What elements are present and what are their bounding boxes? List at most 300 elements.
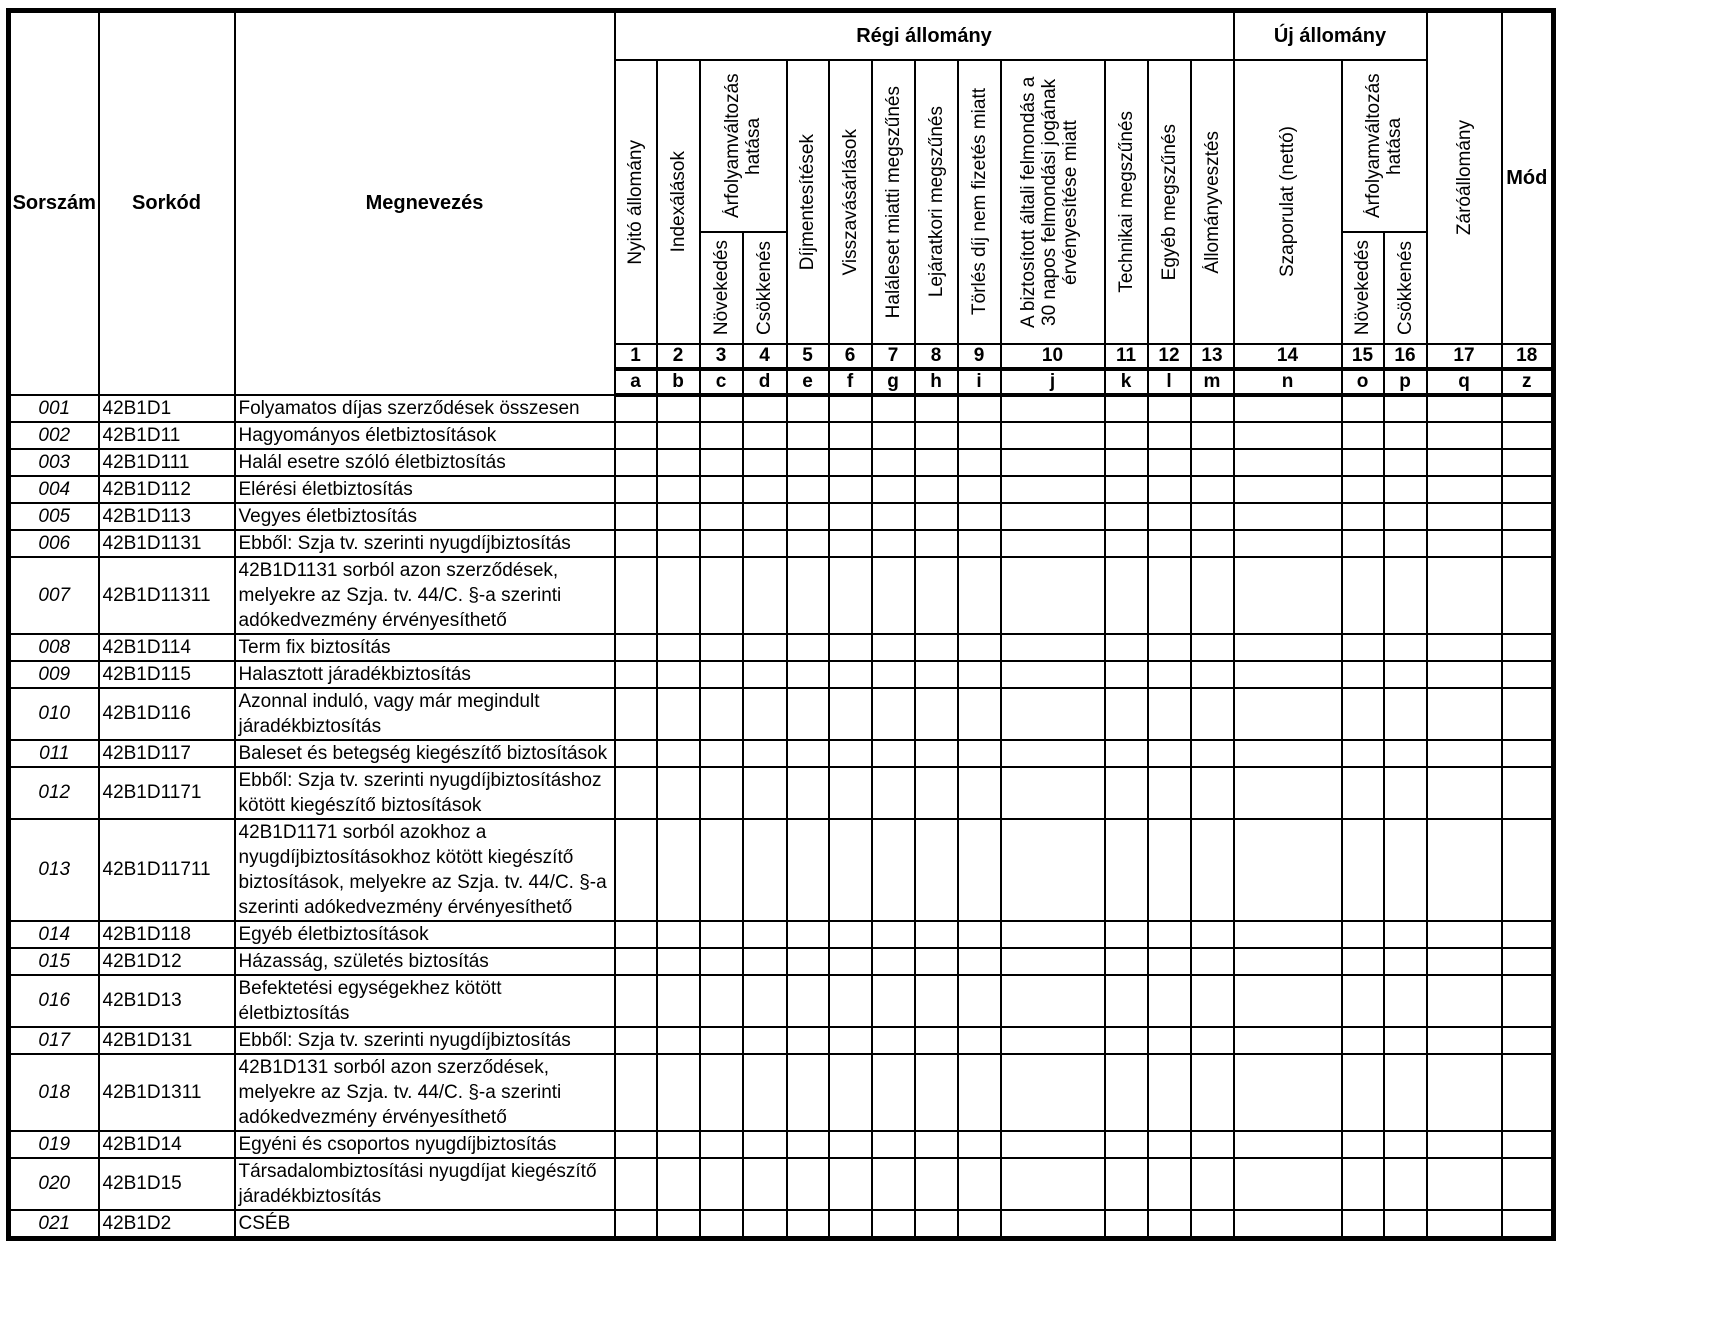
data-cell-col-14[interactable] <box>1234 819 1342 921</box>
data-cell-col-3[interactable] <box>700 1158 743 1210</box>
data-cell-col-8[interactable] <box>915 634 958 661</box>
data-cell-col-12[interactable] <box>1148 449 1191 476</box>
data-cell-col-1[interactable] <box>615 634 657 661</box>
data-cell-col-14[interactable] <box>1234 634 1342 661</box>
data-cell-col-3[interactable] <box>700 476 743 503</box>
data-cell-col-13[interactable] <box>1191 422 1234 449</box>
data-cell-col-18[interactable] <box>1502 1158 1554 1210</box>
data-cell-col-4[interactable] <box>743 530 787 557</box>
data-cell-col-1[interactable] <box>615 395 657 422</box>
data-cell-col-10[interactable] <box>1001 422 1105 449</box>
data-cell-col-3[interactable] <box>700 819 743 921</box>
data-cell-col-11[interactable] <box>1105 1054 1148 1131</box>
data-cell-col-3[interactable] <box>700 1131 743 1158</box>
data-cell-col-16[interactable] <box>1384 661 1427 688</box>
data-cell-col-8[interactable] <box>915 740 958 767</box>
data-cell-col-1[interactable] <box>615 449 657 476</box>
data-cell-col-10[interactable] <box>1001 530 1105 557</box>
data-cell-col-11[interactable] <box>1105 1158 1148 1210</box>
data-cell-col-12[interactable] <box>1148 767 1191 819</box>
data-cell-col-7[interactable] <box>872 767 915 819</box>
data-cell-col-5[interactable] <box>787 395 829 422</box>
data-cell-col-7[interactable] <box>872 921 915 948</box>
data-cell-col-15[interactable] <box>1342 688 1384 740</box>
data-cell-col-12[interactable] <box>1148 740 1191 767</box>
data-cell-col-13[interactable] <box>1191 503 1234 530</box>
data-cell-col-6[interactable] <box>829 503 872 530</box>
data-cell-col-8[interactable] <box>915 422 958 449</box>
data-cell-col-3[interactable] <box>700 395 743 422</box>
data-cell-col-8[interactable] <box>915 1210 958 1239</box>
data-cell-col-5[interactable] <box>787 1054 829 1131</box>
data-cell-col-9[interactable] <box>958 1027 1001 1054</box>
data-cell-col-13[interactable] <box>1191 767 1234 819</box>
data-cell-col-6[interactable] <box>829 557 872 634</box>
data-cell-col-6[interactable] <box>829 1158 872 1210</box>
data-cell-col-15[interactable] <box>1342 557 1384 634</box>
data-cell-col-7[interactable] <box>872 688 915 740</box>
data-cell-col-14[interactable] <box>1234 503 1342 530</box>
data-cell-col-17[interactable] <box>1427 688 1502 740</box>
data-cell-col-13[interactable] <box>1191 557 1234 634</box>
data-cell-col-6[interactable] <box>829 1054 872 1131</box>
data-cell-col-12[interactable] <box>1148 395 1191 422</box>
data-cell-col-8[interactable] <box>915 767 958 819</box>
data-cell-col-12[interactable] <box>1148 921 1191 948</box>
data-cell-col-13[interactable] <box>1191 530 1234 557</box>
data-cell-col-4[interactable] <box>743 1158 787 1210</box>
data-cell-col-10[interactable] <box>1001 395 1105 422</box>
data-cell-col-18[interactable] <box>1502 767 1554 819</box>
data-cell-col-7[interactable] <box>872 975 915 1027</box>
data-cell-col-5[interactable] <box>787 1027 829 1054</box>
data-cell-col-16[interactable] <box>1384 1210 1427 1239</box>
data-cell-col-4[interactable] <box>743 1054 787 1131</box>
data-cell-col-11[interactable] <box>1105 422 1148 449</box>
data-cell-col-16[interactable] <box>1384 1054 1427 1131</box>
data-cell-col-8[interactable] <box>915 975 958 1027</box>
data-cell-col-6[interactable] <box>829 661 872 688</box>
data-cell-col-12[interactable] <box>1148 422 1191 449</box>
data-cell-col-11[interactable] <box>1105 1131 1148 1158</box>
data-cell-col-12[interactable] <box>1148 1158 1191 1210</box>
data-cell-col-16[interactable] <box>1384 449 1427 476</box>
data-cell-col-6[interactable] <box>829 1027 872 1054</box>
data-cell-col-4[interactable] <box>743 688 787 740</box>
data-cell-col-12[interactable] <box>1148 819 1191 921</box>
data-cell-col-15[interactable] <box>1342 1158 1384 1210</box>
data-cell-col-17[interactable] <box>1427 1054 1502 1131</box>
data-cell-col-7[interactable] <box>872 1131 915 1158</box>
data-cell-col-16[interactable] <box>1384 740 1427 767</box>
data-cell-col-3[interactable] <box>700 557 743 634</box>
data-cell-col-13[interactable] <box>1191 1158 1234 1210</box>
data-cell-col-5[interactable] <box>787 503 829 530</box>
data-cell-col-2[interactable] <box>657 1158 700 1210</box>
data-cell-col-7[interactable] <box>872 740 915 767</box>
data-cell-col-18[interactable] <box>1502 422 1554 449</box>
data-cell-col-16[interactable] <box>1384 688 1427 740</box>
data-cell-col-1[interactable] <box>615 1054 657 1131</box>
data-cell-col-5[interactable] <box>787 767 829 819</box>
data-cell-col-2[interactable] <box>657 688 700 740</box>
data-cell-col-12[interactable] <box>1148 948 1191 975</box>
data-cell-col-3[interactable] <box>700 975 743 1027</box>
data-cell-col-17[interactable] <box>1427 1158 1502 1210</box>
data-cell-col-13[interactable] <box>1191 1027 1234 1054</box>
data-cell-col-10[interactable] <box>1001 1027 1105 1054</box>
data-cell-col-2[interactable] <box>657 767 700 819</box>
data-cell-col-1[interactable] <box>615 476 657 503</box>
data-cell-col-16[interactable] <box>1384 975 1427 1027</box>
data-cell-col-7[interactable] <box>872 1027 915 1054</box>
data-cell-col-2[interactable] <box>657 1210 700 1239</box>
data-cell-col-3[interactable] <box>700 422 743 449</box>
data-cell-col-13[interactable] <box>1191 975 1234 1027</box>
data-cell-col-1[interactable] <box>615 530 657 557</box>
data-cell-col-5[interactable] <box>787 1158 829 1210</box>
data-cell-col-14[interactable] <box>1234 1054 1342 1131</box>
data-cell-col-13[interactable] <box>1191 819 1234 921</box>
data-cell-col-17[interactable] <box>1427 476 1502 503</box>
data-cell-col-15[interactable] <box>1342 422 1384 449</box>
data-cell-col-5[interactable] <box>787 975 829 1027</box>
data-cell-col-6[interactable] <box>829 476 872 503</box>
data-cell-col-14[interactable] <box>1234 1210 1342 1239</box>
data-cell-col-11[interactable] <box>1105 921 1148 948</box>
data-cell-col-18[interactable] <box>1502 503 1554 530</box>
data-cell-col-18[interactable] <box>1502 476 1554 503</box>
data-cell-col-13[interactable] <box>1191 1131 1234 1158</box>
data-cell-col-11[interactable] <box>1105 688 1148 740</box>
data-cell-col-6[interactable] <box>829 1210 872 1239</box>
data-cell-col-2[interactable] <box>657 395 700 422</box>
data-cell-col-18[interactable] <box>1502 530 1554 557</box>
data-cell-col-6[interactable] <box>829 975 872 1027</box>
data-cell-col-13[interactable] <box>1191 476 1234 503</box>
data-cell-col-5[interactable] <box>787 1210 829 1239</box>
data-cell-col-4[interactable] <box>743 1131 787 1158</box>
data-cell-col-14[interactable] <box>1234 975 1342 1027</box>
data-cell-col-18[interactable] <box>1502 948 1554 975</box>
data-cell-col-13[interactable] <box>1191 688 1234 740</box>
data-cell-col-15[interactable] <box>1342 634 1384 661</box>
data-cell-col-18[interactable] <box>1502 740 1554 767</box>
data-cell-col-16[interactable] <box>1384 1158 1427 1210</box>
data-cell-col-17[interactable] <box>1427 921 1502 948</box>
data-cell-col-10[interactable] <box>1001 634 1105 661</box>
data-cell-col-3[interactable] <box>700 503 743 530</box>
data-cell-col-13[interactable] <box>1191 661 1234 688</box>
data-cell-col-14[interactable] <box>1234 530 1342 557</box>
data-cell-col-18[interactable] <box>1502 449 1554 476</box>
data-cell-col-2[interactable] <box>657 422 700 449</box>
data-cell-col-9[interactable] <box>958 503 1001 530</box>
data-cell-col-8[interactable] <box>915 449 958 476</box>
data-cell-col-7[interactable] <box>872 395 915 422</box>
data-cell-col-10[interactable] <box>1001 1131 1105 1158</box>
data-cell-col-14[interactable] <box>1234 767 1342 819</box>
data-cell-col-1[interactable] <box>615 557 657 634</box>
data-cell-col-17[interactable] <box>1427 503 1502 530</box>
data-cell-col-10[interactable] <box>1001 740 1105 767</box>
data-cell-col-4[interactable] <box>743 449 787 476</box>
data-cell-col-10[interactable] <box>1001 1210 1105 1239</box>
data-cell-col-4[interactable] <box>743 740 787 767</box>
data-cell-col-15[interactable] <box>1342 948 1384 975</box>
data-cell-col-13[interactable] <box>1191 634 1234 661</box>
data-cell-col-15[interactable] <box>1342 503 1384 530</box>
data-cell-col-17[interactable] <box>1427 557 1502 634</box>
data-cell-col-15[interactable] <box>1342 740 1384 767</box>
data-cell-col-10[interactable] <box>1001 767 1105 819</box>
data-cell-col-11[interactable] <box>1105 634 1148 661</box>
data-cell-col-9[interactable] <box>958 634 1001 661</box>
data-cell-col-5[interactable] <box>787 688 829 740</box>
data-cell-col-14[interactable] <box>1234 948 1342 975</box>
data-cell-col-9[interactable] <box>958 1054 1001 1131</box>
data-cell-col-18[interactable] <box>1502 921 1554 948</box>
data-cell-col-18[interactable] <box>1502 661 1554 688</box>
data-cell-col-7[interactable] <box>872 661 915 688</box>
data-cell-col-18[interactable] <box>1502 688 1554 740</box>
data-cell-col-7[interactable] <box>872 1158 915 1210</box>
data-cell-col-4[interactable] <box>743 819 787 921</box>
data-cell-col-18[interactable] <box>1502 395 1554 422</box>
data-cell-col-9[interactable] <box>958 476 1001 503</box>
data-cell-col-3[interactable] <box>700 1027 743 1054</box>
data-cell-col-9[interactable] <box>958 395 1001 422</box>
data-cell-col-1[interactable] <box>615 1131 657 1158</box>
data-cell-col-6[interactable] <box>829 921 872 948</box>
data-cell-col-9[interactable] <box>958 422 1001 449</box>
data-cell-col-11[interactable] <box>1105 767 1148 819</box>
data-cell-col-16[interactable] <box>1384 395 1427 422</box>
data-cell-col-9[interactable] <box>958 1210 1001 1239</box>
data-cell-col-10[interactable] <box>1001 921 1105 948</box>
data-cell-col-18[interactable] <box>1502 634 1554 661</box>
data-cell-col-2[interactable] <box>657 740 700 767</box>
data-cell-col-8[interactable] <box>915 819 958 921</box>
data-cell-col-17[interactable] <box>1427 634 1502 661</box>
data-cell-col-2[interactable] <box>657 975 700 1027</box>
data-cell-col-11[interactable] <box>1105 530 1148 557</box>
data-cell-col-15[interactable] <box>1342 476 1384 503</box>
data-cell-col-2[interactable] <box>657 530 700 557</box>
data-cell-col-17[interactable] <box>1427 767 1502 819</box>
data-cell-col-2[interactable] <box>657 449 700 476</box>
data-cell-col-2[interactable] <box>657 1054 700 1131</box>
data-cell-col-8[interactable] <box>915 921 958 948</box>
data-cell-col-3[interactable] <box>700 449 743 476</box>
data-cell-col-1[interactable] <box>615 1158 657 1210</box>
data-cell-col-10[interactable] <box>1001 661 1105 688</box>
data-cell-col-11[interactable] <box>1105 819 1148 921</box>
data-cell-col-8[interactable] <box>915 476 958 503</box>
data-cell-col-5[interactable] <box>787 422 829 449</box>
data-cell-col-4[interactable] <box>743 503 787 530</box>
data-cell-col-11[interactable] <box>1105 476 1148 503</box>
data-cell-col-3[interactable] <box>700 767 743 819</box>
data-cell-col-5[interactable] <box>787 1131 829 1158</box>
data-cell-col-5[interactable] <box>787 740 829 767</box>
data-cell-col-6[interactable] <box>829 819 872 921</box>
data-cell-col-13[interactable] <box>1191 948 1234 975</box>
data-cell-col-4[interactable] <box>743 921 787 948</box>
data-cell-col-18[interactable] <box>1502 1131 1554 1158</box>
data-cell-col-17[interactable] <box>1427 661 1502 688</box>
data-cell-col-11[interactable] <box>1105 1210 1148 1239</box>
data-cell-col-5[interactable] <box>787 819 829 921</box>
data-cell-col-18[interactable] <box>1502 1210 1554 1239</box>
data-cell-col-13[interactable] <box>1191 395 1234 422</box>
data-cell-col-16[interactable] <box>1384 530 1427 557</box>
data-cell-col-2[interactable] <box>657 1131 700 1158</box>
data-cell-col-14[interactable] <box>1234 395 1342 422</box>
data-cell-col-10[interactable] <box>1001 476 1105 503</box>
data-cell-col-14[interactable] <box>1234 422 1342 449</box>
data-cell-col-3[interactable] <box>700 530 743 557</box>
data-cell-col-7[interactable] <box>872 819 915 921</box>
data-cell-col-4[interactable] <box>743 476 787 503</box>
data-cell-col-17[interactable] <box>1427 740 1502 767</box>
data-cell-col-11[interactable] <box>1105 449 1148 476</box>
data-cell-col-4[interactable] <box>743 1210 787 1239</box>
data-cell-col-17[interactable] <box>1427 449 1502 476</box>
data-cell-col-12[interactable] <box>1148 1027 1191 1054</box>
data-cell-col-3[interactable] <box>700 948 743 975</box>
data-cell-col-13[interactable] <box>1191 740 1234 767</box>
data-cell-col-13[interactable] <box>1191 449 1234 476</box>
data-cell-col-16[interactable] <box>1384 819 1427 921</box>
data-cell-col-17[interactable] <box>1427 1131 1502 1158</box>
data-cell-col-7[interactable] <box>872 1210 915 1239</box>
data-cell-col-14[interactable] <box>1234 1158 1342 1210</box>
data-cell-col-2[interactable] <box>657 948 700 975</box>
data-cell-col-16[interactable] <box>1384 503 1427 530</box>
data-cell-col-1[interactable] <box>615 819 657 921</box>
data-cell-col-5[interactable] <box>787 634 829 661</box>
data-cell-col-9[interactable] <box>958 819 1001 921</box>
data-cell-col-15[interactable] <box>1342 975 1384 1027</box>
data-cell-col-3[interactable] <box>700 1054 743 1131</box>
data-cell-col-11[interactable] <box>1105 1027 1148 1054</box>
data-cell-col-17[interactable] <box>1427 1027 1502 1054</box>
data-cell-col-6[interactable] <box>829 395 872 422</box>
data-cell-col-6[interactable] <box>829 634 872 661</box>
data-cell-col-1[interactable] <box>615 975 657 1027</box>
data-cell-col-17[interactable] <box>1427 975 1502 1027</box>
data-cell-col-15[interactable] <box>1342 449 1384 476</box>
data-cell-col-11[interactable] <box>1105 948 1148 975</box>
data-cell-col-10[interactable] <box>1001 688 1105 740</box>
data-cell-col-9[interactable] <box>958 767 1001 819</box>
data-cell-col-2[interactable] <box>657 476 700 503</box>
data-cell-col-17[interactable] <box>1427 530 1502 557</box>
data-cell-col-1[interactable] <box>615 921 657 948</box>
data-cell-col-16[interactable] <box>1384 422 1427 449</box>
data-cell-col-15[interactable] <box>1342 395 1384 422</box>
data-cell-col-11[interactable] <box>1105 975 1148 1027</box>
data-cell-col-9[interactable] <box>958 1158 1001 1210</box>
data-cell-col-8[interactable] <box>915 661 958 688</box>
data-cell-col-4[interactable] <box>743 422 787 449</box>
data-cell-col-12[interactable] <box>1148 661 1191 688</box>
data-cell-col-9[interactable] <box>958 975 1001 1027</box>
data-cell-col-3[interactable] <box>700 661 743 688</box>
data-cell-col-7[interactable] <box>872 503 915 530</box>
data-cell-col-15[interactable] <box>1342 1054 1384 1131</box>
data-cell-col-9[interactable] <box>958 921 1001 948</box>
data-cell-col-2[interactable] <box>657 921 700 948</box>
data-cell-col-9[interactable] <box>958 688 1001 740</box>
data-cell-col-2[interactable] <box>657 661 700 688</box>
data-cell-col-7[interactable] <box>872 422 915 449</box>
data-cell-col-14[interactable] <box>1234 661 1342 688</box>
data-cell-col-18[interactable] <box>1502 1054 1554 1131</box>
data-cell-col-14[interactable] <box>1234 557 1342 634</box>
data-cell-col-15[interactable] <box>1342 530 1384 557</box>
data-cell-col-16[interactable] <box>1384 1027 1427 1054</box>
data-cell-col-4[interactable] <box>743 767 787 819</box>
data-cell-col-18[interactable] <box>1502 975 1554 1027</box>
data-cell-col-15[interactable] <box>1342 921 1384 948</box>
data-cell-col-7[interactable] <box>872 948 915 975</box>
data-cell-col-10[interactable] <box>1001 1054 1105 1131</box>
data-cell-col-11[interactable] <box>1105 395 1148 422</box>
data-cell-col-11[interactable] <box>1105 503 1148 530</box>
data-cell-col-16[interactable] <box>1384 634 1427 661</box>
data-cell-col-5[interactable] <box>787 948 829 975</box>
data-cell-col-5[interactable] <box>787 921 829 948</box>
data-cell-col-6[interactable] <box>829 767 872 819</box>
data-cell-col-8[interactable] <box>915 1027 958 1054</box>
data-cell-col-14[interactable] <box>1234 1027 1342 1054</box>
data-cell-col-12[interactable] <box>1148 975 1191 1027</box>
data-cell-col-15[interactable] <box>1342 767 1384 819</box>
data-cell-col-2[interactable] <box>657 503 700 530</box>
data-cell-col-6[interactable] <box>829 449 872 476</box>
data-cell-col-15[interactable] <box>1342 1131 1384 1158</box>
data-cell-col-10[interactable] <box>1001 557 1105 634</box>
data-cell-col-7[interactable] <box>872 634 915 661</box>
data-cell-col-10[interactable] <box>1001 975 1105 1027</box>
data-cell-col-6[interactable] <box>829 688 872 740</box>
data-cell-col-2[interactable] <box>657 634 700 661</box>
data-cell-col-16[interactable] <box>1384 767 1427 819</box>
data-cell-col-4[interactable] <box>743 975 787 1027</box>
data-cell-col-5[interactable] <box>787 476 829 503</box>
data-cell-col-14[interactable] <box>1234 740 1342 767</box>
data-cell-col-17[interactable] <box>1427 1210 1502 1239</box>
data-cell-col-9[interactable] <box>958 948 1001 975</box>
data-cell-col-1[interactable] <box>615 948 657 975</box>
data-cell-col-8[interactable] <box>915 503 958 530</box>
data-cell-col-10[interactable] <box>1001 449 1105 476</box>
data-cell-col-8[interactable] <box>915 1054 958 1131</box>
data-cell-col-16[interactable] <box>1384 921 1427 948</box>
data-cell-col-8[interactable] <box>915 1158 958 1210</box>
data-cell-col-9[interactable] <box>958 740 1001 767</box>
data-cell-col-12[interactable] <box>1148 503 1191 530</box>
data-cell-col-16[interactable] <box>1384 948 1427 975</box>
data-cell-col-10[interactable] <box>1001 819 1105 921</box>
data-cell-col-17[interactable] <box>1427 395 1502 422</box>
data-cell-col-17[interactable] <box>1427 948 1502 975</box>
data-cell-col-9[interactable] <box>958 661 1001 688</box>
data-cell-col-16[interactable] <box>1384 1131 1427 1158</box>
data-cell-col-12[interactable] <box>1148 1210 1191 1239</box>
